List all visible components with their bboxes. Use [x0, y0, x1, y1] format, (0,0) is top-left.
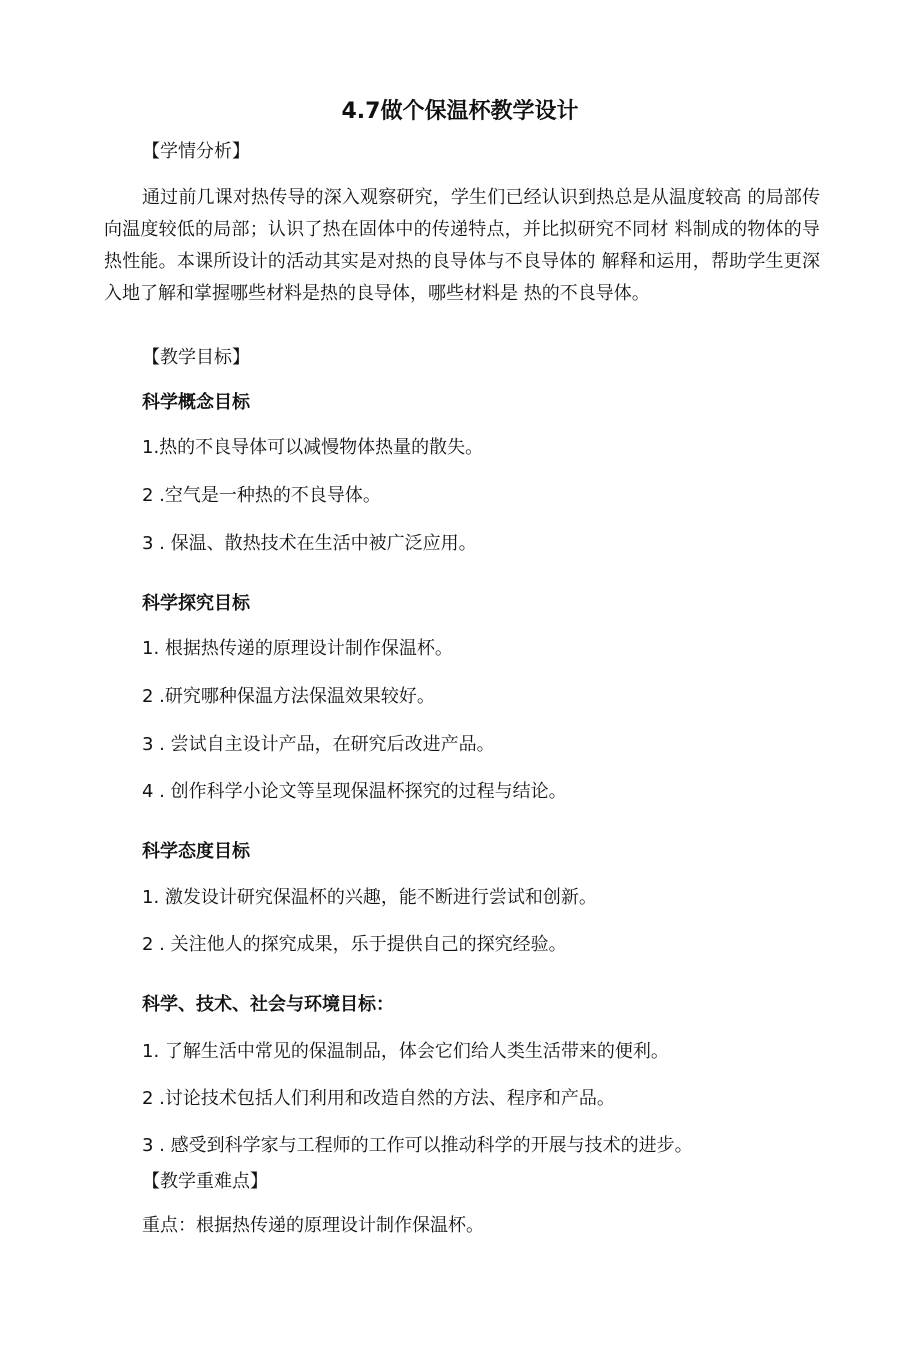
list-item: 3 . 尝试自主设计产品，在研究后改进产品。: [142, 734, 495, 755]
sts-goals-heading: 科学、技术、社会与环境目标：: [142, 994, 394, 1015]
analysis-heading: 【学情分析】: [142, 141, 250, 162]
list-item: 4 . 创作科学小论文等呈现保温杯探究的过程与结论。: [142, 781, 567, 802]
list-item: 2 . 关注他人的探究成果，乐于提供自己的探究经验。: [142, 934, 567, 955]
list-item: 1. 了解生活中常见的保温制品，体会它们给人类生活带来的便利。: [142, 1041, 669, 1062]
list-item: 2 .讨论技术包括人们利用和改造自然的方法、程序和产品。: [142, 1088, 615, 1109]
attitude-goals-heading: 科学态度目标: [142, 841, 250, 862]
list-item: 1. 根据热传递的原理设计制作保温杯。: [142, 638, 453, 659]
inquiry-goals-heading: 科学探究目标: [142, 593, 250, 614]
list-item: 2 .空气是一种热的不良导体。: [142, 485, 381, 506]
page-title: 4.7做个保温杯教学设计: [341, 99, 579, 124]
list-item: 2 .研究哪种保温方法保温效果较好。: [142, 686, 435, 707]
key-point-text: 重点：根据热传递的原理设计制作保温杯。: [142, 1215, 484, 1236]
goals-heading: 【教学目标】: [142, 347, 250, 368]
list-item: 3 . 保温、散热技术在生活中被广泛应用。: [142, 533, 477, 554]
list-item: 1. 激发设计研究保温杯的兴趣，能不断进行尝试和创新。: [142, 887, 597, 908]
analysis-paragraph: 通过前几课对热传导的深入观察研究，学生们已经认识到热总是从温度较高 的局部传向温度较低的局部；认识了热在固体中的传递特点，并比拟研究不同材 料制成的物体的导热性能。本课所设计的活动其实是对热的良导体与不良导体的 解释和运用，帮助学生更深入地了解和掌握哪些材料是热的良导体，哪些材料是 热的不良导体。: [104, 187, 820, 304]
concept-goals-heading: 科学概念目标: [142, 392, 250, 413]
list-item: 1.热的不良导体可以减慢物体热量的散失。: [142, 437, 484, 458]
list-item: 3 . 感受到科学家与工程师的工作可以推动科学的开展与技术的进步。: [142, 1135, 693, 1156]
key-points-heading: 【教学重难点】: [142, 1171, 268, 1192]
